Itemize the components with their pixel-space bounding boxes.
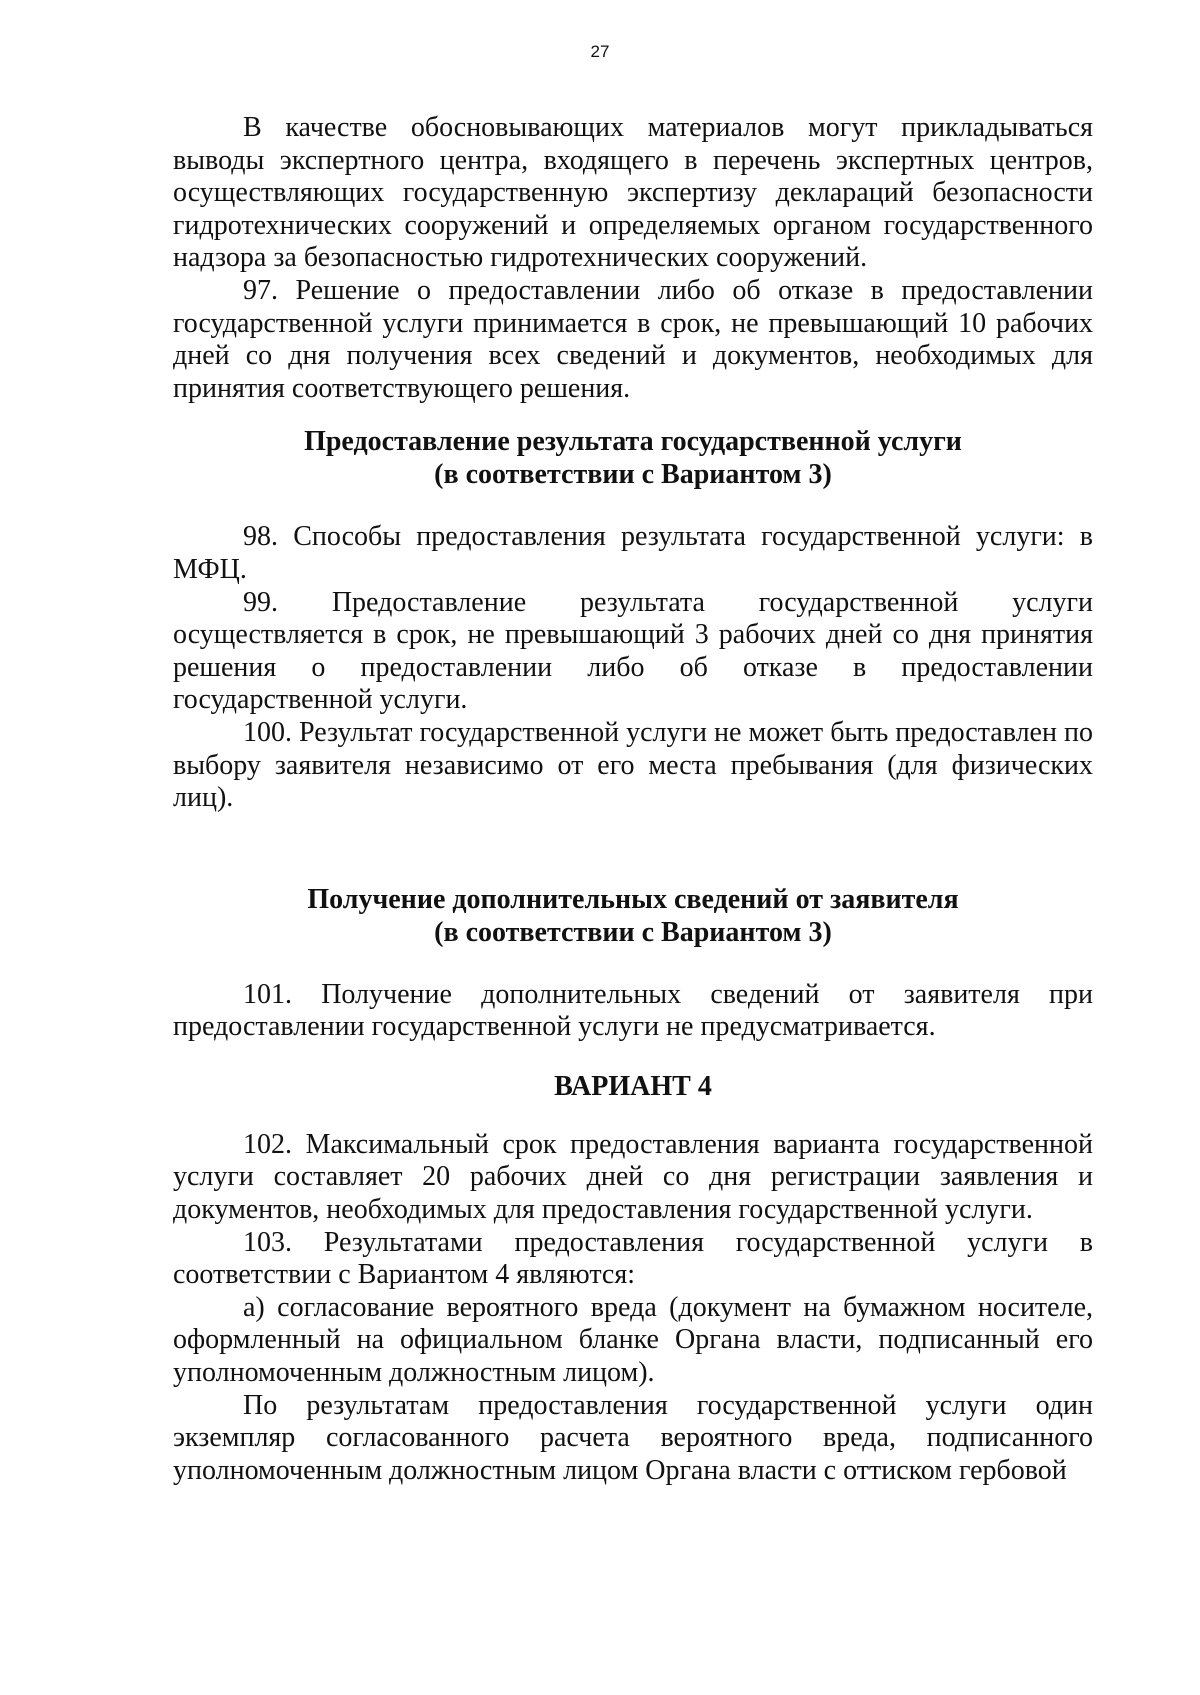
spacer bbox=[173, 1103, 1093, 1129]
document-body bbox=[173, 112, 1093, 1487]
spacer bbox=[173, 405, 1093, 425]
section-heading-additional-info-line2: (в соответствии с Вариантом 3) bbox=[434, 916, 832, 948]
paragraph-101: 101. Получение дополнительных сведений от заявителя при предоставлении государственной услуги не предусматривается. bbox=[173, 978, 1093, 1043]
paragraph-99: 99. Предоставление результата государственной услуги осуществляется в срок, не превышающий 3 рабочих дней со дня принятия решения о предоставлении либо об отказе в предоставлении государственной услуги. bbox=[173, 586, 1093, 716]
page-number: 27 bbox=[590, 42, 610, 61]
paragraph-100: 100. Результат государственной услуги не может быть предоставлен по выбору заявителя независимо от его места пребывания (для физических лиц). bbox=[173, 716, 1093, 814]
variant-title: ВАРИАНТ 4 bbox=[554, 1070, 712, 1102]
spacer bbox=[173, 815, 1093, 883]
spacer bbox=[173, 949, 1093, 979]
section-heading-additional-info-line1: Получение дополнительных сведений от заявителя bbox=[307, 883, 959, 915]
paragraph-103-a: а) согласование вероятного вреда (документ на бумажном носителе, оформленный на официальном бланке Органа власти, подписанный его уполномоченным должностным лицом). bbox=[173, 1291, 1093, 1389]
section-heading-result-line1: Предоставление результата государственной услуги bbox=[304, 426, 962, 458]
paragraph-97: 97. Решение о предоставлении либо об отказе в предоставлении государственной услуги принимается в срок, не превышающий 10 рабочих дней со дня получения всех сведений и документов, необходимых для принятия соответствующего решения. bbox=[173, 274, 1093, 404]
spacer bbox=[173, 491, 1093, 521]
paragraph-results-copy: По результатам предоставления государственной услуги один экземпляр согласованного расчета вероятного вреда, подписанного уполномоченным должностным лицом Органа власти с оттиском гербовой bbox=[173, 1389, 1093, 1486]
paragraph-103: 103. Результатами предоставления государственной услуги в соответствии с Вариантом 4 являются: bbox=[173, 1226, 1093, 1291]
paragraph-justification-materials: В качестве обосновывающих материалов могут прикладываться выводы экспертного центра, входящего в перечень экспертных центров, осуществляющих государственную экспертизу деклараций безопасности гидротехнических сооружений и определяемых органом государственного надзора за безопасностью гидротехнических сооружений. bbox=[173, 112, 1093, 274]
spacer bbox=[173, 1044, 1093, 1070]
paragraph-98: 98. Способы предоставления результата государственной услуги: в МФЦ. bbox=[173, 521, 1093, 585]
section-heading-result-line2: (в соответствии с Вариантом 3) bbox=[434, 459, 832, 491]
paragraph-102: 102. Максимальный срок предоставления варианта государственной услуги составляет 20 рабочих дней со дня регистрации заявления и документов, необходимых для предоставления государственной услуги. bbox=[173, 1128, 1093, 1226]
